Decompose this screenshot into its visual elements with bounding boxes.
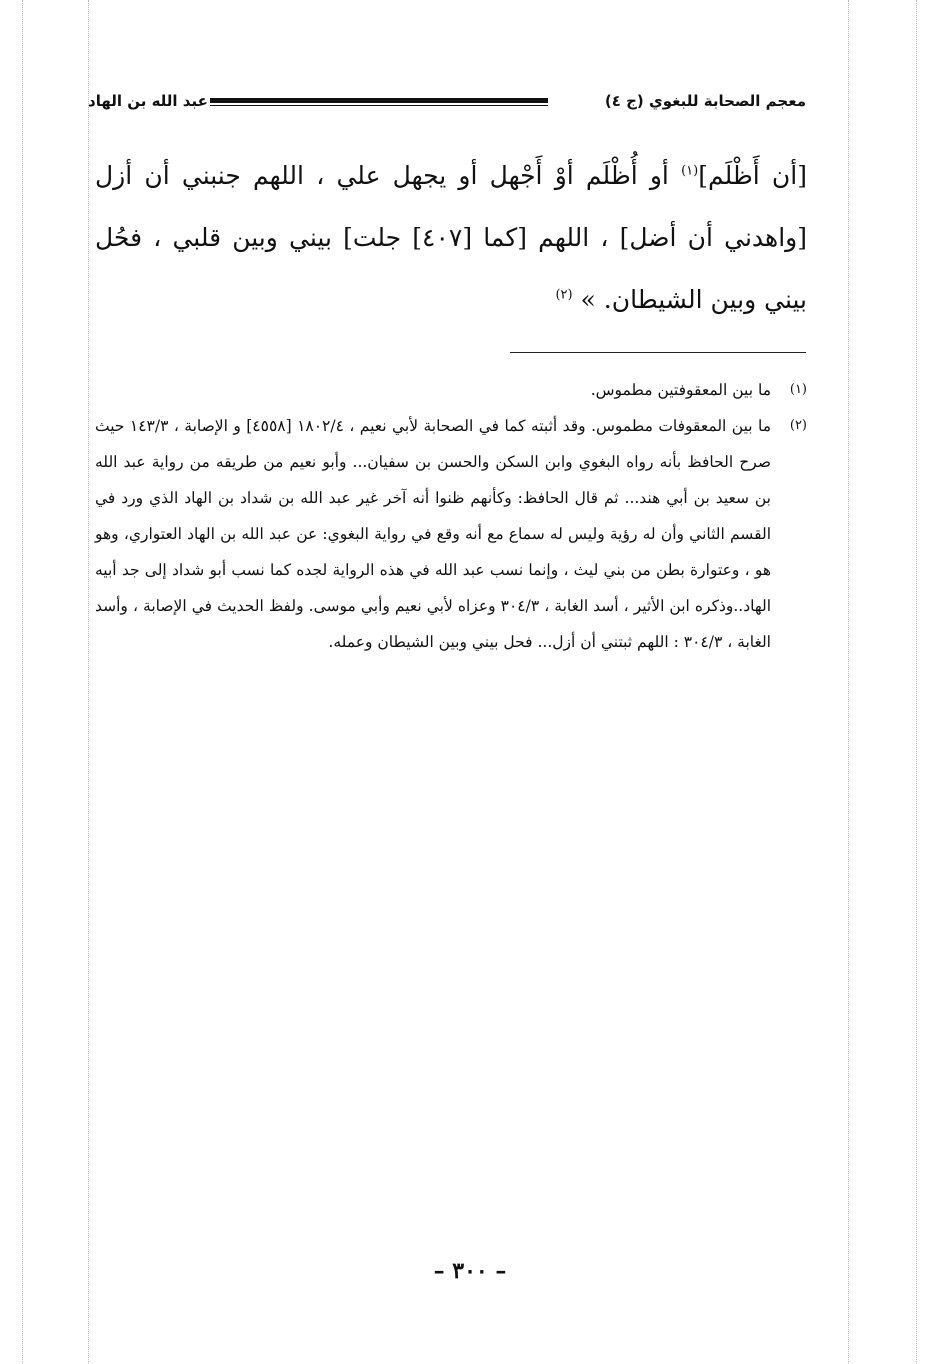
footnote-ref-1[interactable]: (١): [681, 163, 699, 179]
page-header: [88, 90, 806, 122]
footnote-2: [95, 408, 807, 660]
scan-edge-left-inner: [88, 0, 89, 1364]
footnote-text: ما بين المعقوفتين مطموس.: [590, 381, 771, 399]
scan-edge-left: [22, 0, 23, 1364]
scan-edge-right-inner: [848, 0, 849, 1364]
running-author: عبد الله بن الهاد: [88, 92, 208, 110]
header-rule: [210, 98, 548, 106]
footnote-mark: (٢): [789, 418, 807, 433]
footnote-ref-2[interactable]: (٢): [555, 287, 573, 303]
main-text-part-1: [أن أَظْلَم]: [698, 161, 807, 190]
page-number: – ٣٠٠ –: [433, 1258, 507, 1284]
footnote-1: [95, 372, 807, 408]
main-text: [95, 145, 807, 331]
main-text-part-2: أو أُظْلَم أوْ أَجْهل أو يجهل علي ، اللهم جنبني أن أزل [واهدني أن أضل] ، اللهم [كما [٤٠٧] جلت] بيني وبين قلبي ، فحُل بيني وبين الشيطان. »: [95, 161, 807, 314]
footnote-text: ما بين المعقوفات مطموس. وقد أثبته كما في الصحابة لأبي نعيم ، ١٨٠٢/٤ [٤٥٥٨] و الإصابة ، ١٤٣/٣ حيث صرح الحافظ بأنه رواه البغوي وابن السكن والحسن بن سفيان... وأبو نعيم من طريقه من رواية عبد الله بن سعيد بن أبي هند... ثم قال الحافظ: وكأنهم ظنوا أنه آخر غير عبد الله بن شداد بن الهاد الذي ورد في القسم الثاني وأن له رؤية وليس له سماع مع أنه وقع في رواية البغوي: عن عبد الله بن الهاد العتواري، وهو هو ، وعتوارة بطن من بني ليث ، وإنما نسب عبد الله في هذه الرواية لجده كما نسب أبو شداد إلى جد أبيه الهاد..وذكره ابن الأثير ، أسد الغابة ، ٣٠٤/٣ وعزاه لأبي نعيم وأبي موسى. ولفظ الحديث في الإصابة ، وأسد الغابة ، ٣٠٤/٣ : اللهم ثبتني أن أزل... فحل بيني وبين الشيطان وعمله.: [95, 417, 772, 651]
footnote-mark: (١): [789, 382, 807, 397]
footnotes: [95, 372, 807, 660]
footnote-separator: [510, 352, 806, 353]
scan-edge-right: [916, 0, 917, 1364]
running-title: معجم الصحابة للبغوي (ج ٤): [604, 92, 806, 110]
